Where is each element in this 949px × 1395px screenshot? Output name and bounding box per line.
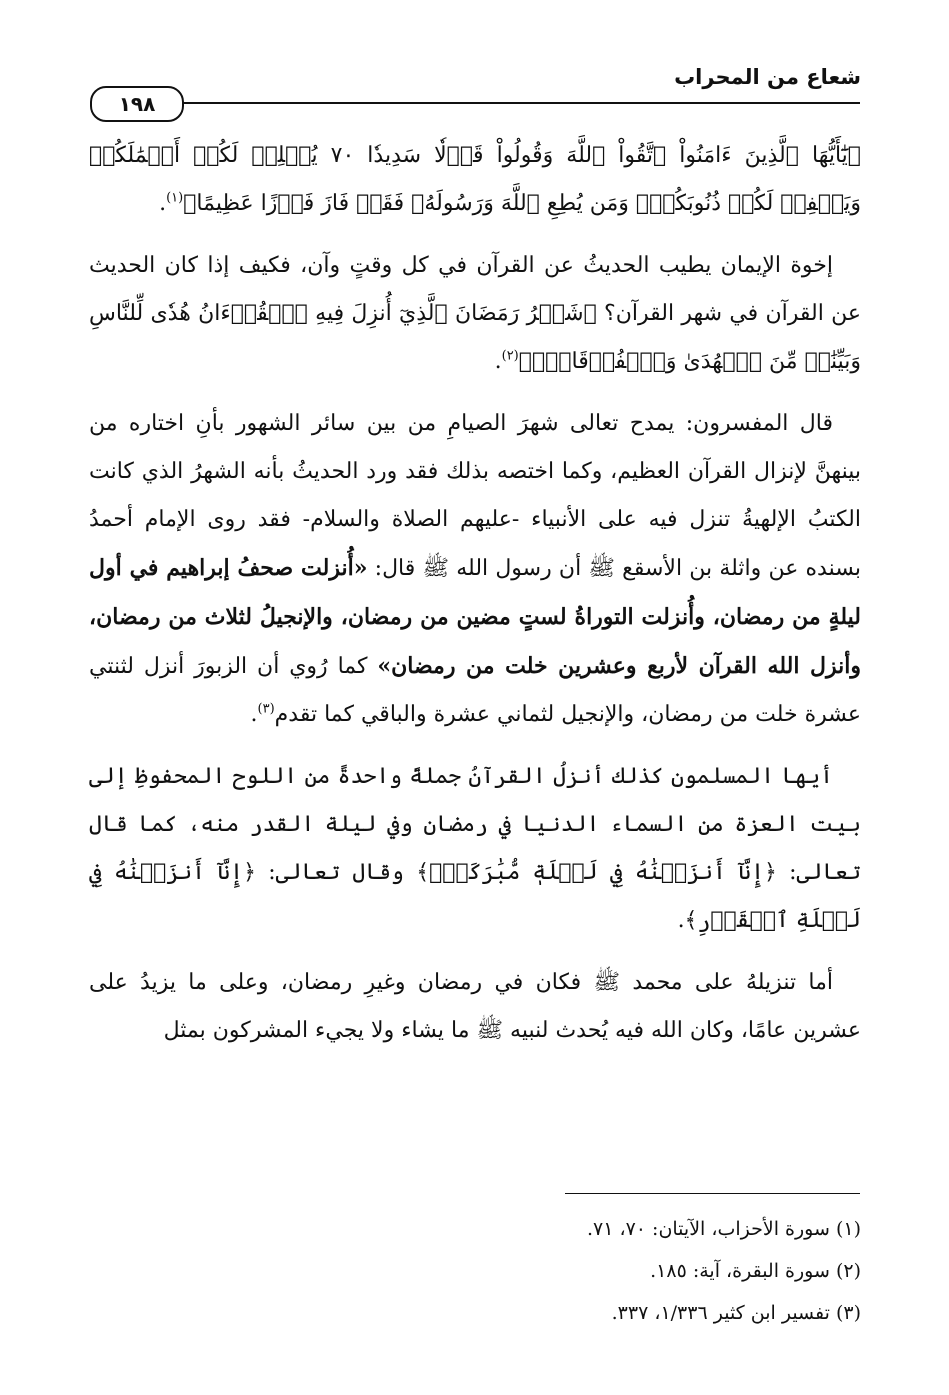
paragraph-text-cont: كما رُوي أن الزبورَ أنزل لثنتي عشرة خلت من رمضان، والإنجيل لثماني عشرة والباقي كما تقدم <box>89 654 861 727</box>
footnotes <box>89 1208 861 1334</box>
paragraph-text: إخوة الإيمان يطيب الحديثُ عن القرآن في كل وقتٍ وآن، فكيف إذا كان الحديث عن القرآن في شهر القرآن؟ ﴿شَهۡرُ رَمَضَانَ ٱلَّذِيٓ أُنزِلَ فِيهِ ٱلۡقُرۡءَانُ هُدٗى لِّلنَّاسِ وَبَيِّنَٰتٖ مِّنَ ٱلۡهُدَىٰ وَٱلۡفُرۡقَانِۚ﴾ <box>89 253 861 374</box>
footnote-3: (٣) تفسير ابن كثير ١/٣٣٦، ٣٣٧. <box>611 1302 861 1324</box>
footnote-2: (٢) سورة البقرة، آية: ١٨٥. <box>650 1260 861 1282</box>
page-number: ١٩٨ <box>90 86 184 122</box>
sentence-end: . <box>494 349 502 374</box>
header-rule <box>92 102 860 104</box>
main-text <box>89 132 861 1069</box>
footnote-1: (١) سورة الأحزاب، الآيتان: ٧٠، ٧١. <box>586 1218 861 1240</box>
sentence-end: . <box>159 191 167 216</box>
paragraph-text: أما تنزيلهُ على محمد ﷺ فكان في رمضان وغيرِ رمضان، وعلى ما يزيدُ على عشرين عامًا، وكان الله فيه يُحدث لنبيه ﷺ ما يشاء ولا يجيء المشركون بمثل <box>89 970 861 1043</box>
paragraph-intro <box>89 242 861 386</box>
footnote-ref-3: (٣) <box>257 701 275 717</box>
paragraph-text: قال المفسرون: يمدح تعالى شهرَ الصيامِ من بين سائر الشهور بأنِ اختاره من بينهنَّ لإنزال القرآن العظيم، وكما اختصه بذلك فقد ورد الحديثُ بأنه الشهرُ الذي كانت الكتبُ الإلهيةُ تنزل فيه على الأنبياء -عليهم الصلاة والسلام- فقد روى الإمام أحمدُ بسنده عن واثلة بن الأسقع ﷺ أن رسول الله ﷺ قال: <box>89 411 861 581</box>
paragraph-text: أيها المسلمون كذلك أنزلُ القرآنُ جملةً واحدةً من اللوح المحفوظِ إلى بيت العزة من السماء الدنيا في رمضان وفي ليلة القدر منه، كما قال تعالى: ﴿إِنَّآ أَنزَلۡنَٰهُ فِي لَيۡلَةٖ مُّبَٰرَكَةٍۚ﴾ وقال تعالى: ﴿إِنَّآ أَنزَلۡنَٰهُ فِي لَيۡلَةِ ٱلۡقَدۡرِ﴾. <box>89 764 861 933</box>
verse-text: ﴿يَٰٓأَيُّهَا ٱلَّذِينَ ءَامَنُواْ ٱتَّقُواْ ٱللَّهَ وَقُولُواْ قَوۡلٗا سَدِيدٗا ٧٠ يُصۡلِحۡ لَكُمۡ أَعۡمَٰلَكُمۡ وَيَغۡفِرۡ لَكُمۡ ذُنُوبَكُمۡۗ وَمَن يُطِعِ ٱللَّهَ وَرَسُولَهُۥ فَقَدۡ فَازَ فَوۡزًا عَظِيمًا﴾ <box>89 143 861 216</box>
quran-verse-paragraph <box>89 132 861 228</box>
paragraph-continuation <box>89 959 861 1055</box>
hadith-quote: «أُنزلت صحفُ إبراهيم في أول ليلةٍ من رمضان، وأُنزلت التوراةُ لستٍ مضين من رمضان، والإنجيلُ لثلاث من رمضان، وأنزل الله القرآن لأربع وعشرين خلت من رمضان» <box>89 555 861 679</box>
paragraph-revelation <box>89 753 861 945</box>
paragraph-commentary <box>89 400 861 739</box>
running-title: شعاع من المحراب <box>674 65 861 89</box>
footnote-ref-1: (١) <box>166 190 184 206</box>
sentence-end: . <box>250 702 258 727</box>
footnote-ref-2: (٢) <box>501 348 519 364</box>
footnote-divider <box>565 1193 860 1194</box>
